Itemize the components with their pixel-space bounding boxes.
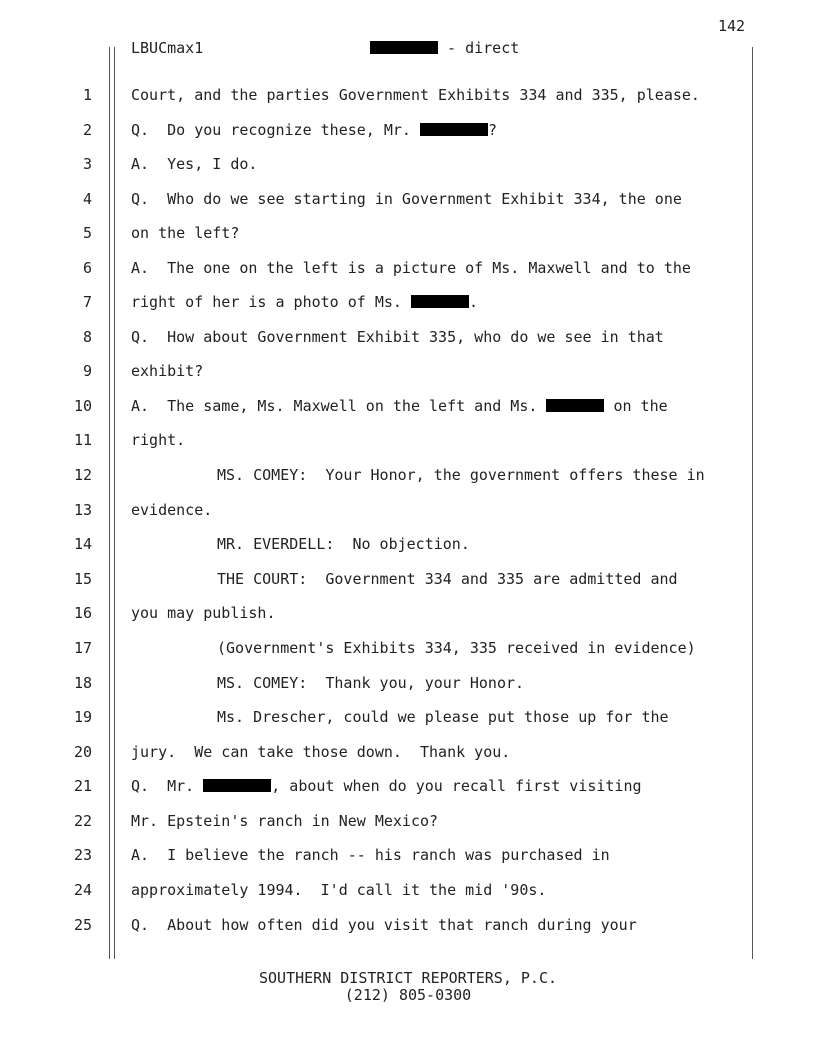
transcript-line [0, 86, 816, 106]
line-text: A. I believe the ranch -- his ranch was purchased in [131, 846, 610, 864]
line-number: 21 [73, 777, 92, 795]
line-number: 11 [73, 431, 92, 449]
line-number: 8 [82, 328, 92, 346]
line-number: 7 [82, 293, 92, 311]
header-direct-label: - direct [438, 39, 520, 57]
transcript-line [0, 708, 816, 728]
line-number: 17 [73, 639, 92, 657]
transcript-line [0, 328, 816, 348]
line-number: 1 [82, 86, 92, 104]
line-text: on the left? [131, 224, 240, 242]
line-number: 15 [73, 570, 92, 588]
line-text: you may publish. [131, 604, 276, 622]
line-text [131, 777, 642, 795]
line-number: 3 [82, 155, 92, 173]
line-text: right. [131, 431, 186, 449]
redaction-bar [420, 123, 488, 136]
page-number: 142 [718, 17, 746, 35]
line-text-before: Q. Do you recognize these, Mr. [131, 121, 420, 139]
line-number: 13 [73, 501, 92, 519]
transcript-line [0, 604, 816, 624]
transcript-line [0, 466, 816, 486]
line-number: 19 [73, 708, 92, 726]
header-witness [370, 39, 519, 57]
line-text [131, 397, 668, 415]
line-text: evidence. [131, 501, 213, 519]
transcript-line [0, 501, 816, 521]
transcript-line [0, 743, 816, 763]
line-number: 25 [73, 916, 92, 934]
line-text-after: . [468, 293, 478, 311]
transcript-line [0, 846, 816, 866]
transcript-line [0, 812, 816, 832]
header-case-id: LBUCmax1 [131, 39, 204, 57]
line-text: Q. How about Government Exhibit 335, who do we see in that [131, 328, 664, 346]
line-number: 23 [73, 846, 92, 864]
transcript-line [0, 259, 816, 279]
transcript-line [0, 777, 816, 797]
line-text [131, 121, 497, 139]
line-text-before: Q. Mr. [131, 777, 204, 795]
footer-phone: (212) 805-0300 [344, 986, 472, 1004]
line-text: A. The one on the left is a picture of Ms. Maxwell and to the [131, 259, 691, 277]
transcript-line [0, 639, 816, 659]
line-number: 6 [82, 259, 92, 277]
line-text: exhibit? [131, 362, 204, 380]
transcript-line [0, 535, 816, 555]
transcript-line [0, 674, 816, 694]
line-text-before: right of her is a photo of Ms. [131, 293, 411, 311]
line-text: MR. EVERDELL: No objection. [217, 535, 470, 553]
line-text: (Government's Exhibits 334, 335 received in evidence) [217, 639, 696, 657]
line-text-after: ? [487, 121, 498, 139]
line-number: 24 [73, 881, 92, 899]
line-text: THE COURT: Government 334 and 335 are admitted and [217, 570, 678, 588]
redaction-bar [203, 779, 271, 792]
transcript-line [0, 916, 816, 936]
line-text: Mr. Epstein's ranch in New Mexico? [131, 812, 439, 830]
line-text: approximately 1994. I'd call it the mid '90s. [131, 881, 547, 899]
transcript-line [0, 293, 816, 313]
line-number: 12 [73, 466, 92, 484]
line-number: 9 [82, 362, 92, 380]
line-text: jury. We can take those down. Thank you. [131, 743, 511, 761]
line-number: 18 [73, 674, 92, 692]
redaction-bar [370, 41, 438, 54]
line-number: 16 [73, 604, 92, 622]
line-number: 20 [73, 743, 92, 761]
line-number: 5 [82, 224, 92, 242]
transcript-line [0, 121, 816, 141]
footer-reporter-name: SOUTHERN DISTRICT REPORTERS, P.C. [258, 969, 557, 987]
line-text: MS. COMEY: Thank you, your Honor. [217, 674, 525, 692]
transcript-line [0, 190, 816, 210]
line-text: Q. About how often did you visit that ranch during your [131, 916, 637, 934]
redaction-bar [411, 295, 469, 308]
line-number: 4 [82, 190, 92, 208]
line-text: Court, and the parties Government Exhibits 334 and 335, please. [131, 86, 700, 104]
transcript-line [0, 570, 816, 590]
transcript-line [0, 881, 816, 901]
line-text-after: , about when do you recall first visiting [271, 777, 642, 795]
line-text [131, 293, 478, 311]
redaction-bar [546, 399, 604, 412]
line-text: Q. Who do we see starting in Government Exhibit 334, the one [131, 190, 682, 208]
line-number: 10 [73, 397, 92, 415]
transcript-line [0, 431, 816, 451]
line-text: Ms. Drescher, could we please put those up for the [217, 708, 669, 726]
line-number: 14 [73, 535, 92, 553]
transcript-line [0, 224, 816, 244]
line-text-before: A. The same, Ms. Maxwell on the left and Ms. [131, 397, 547, 415]
transcript-line [0, 397, 816, 417]
line-number: 2 [82, 121, 92, 139]
line-text-after: on the [604, 397, 668, 415]
transcript-line [0, 362, 816, 382]
line-number: 22 [73, 812, 92, 830]
transcript-line [0, 155, 816, 175]
line-text: A. Yes, I do. [131, 155, 258, 173]
line-text: MS. COMEY: Your Honor, the government offers these in [217, 466, 705, 484]
